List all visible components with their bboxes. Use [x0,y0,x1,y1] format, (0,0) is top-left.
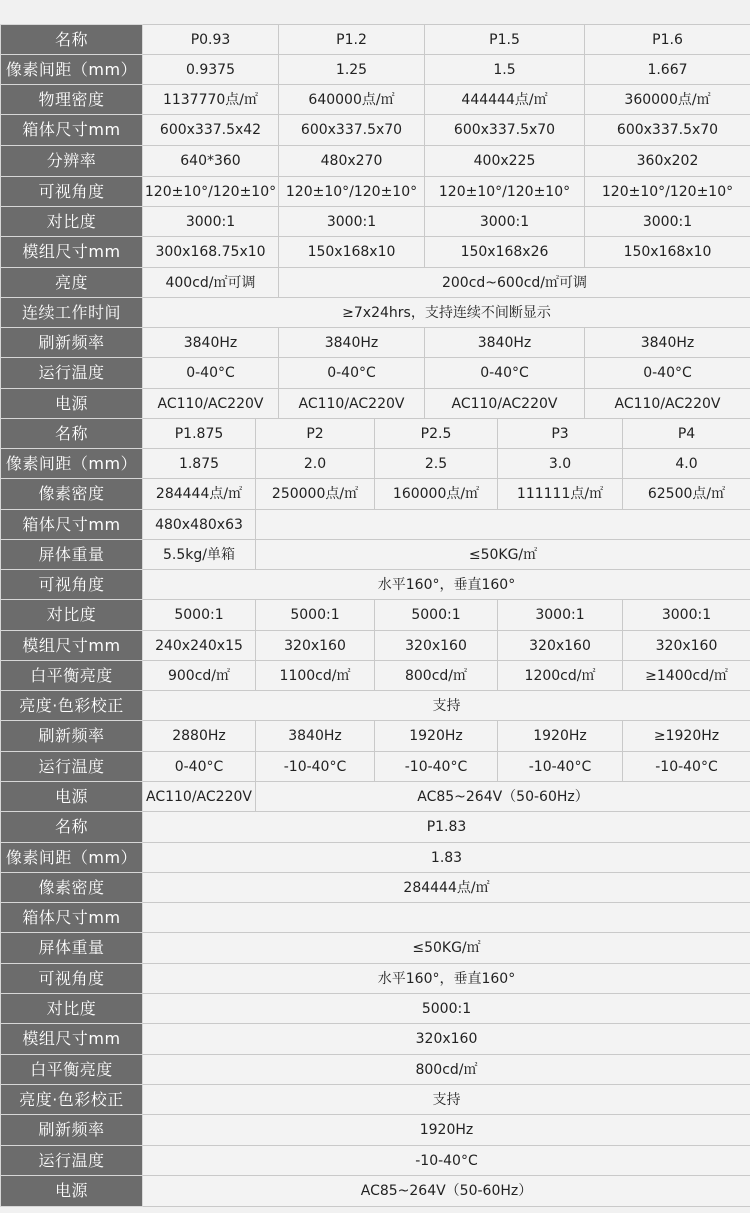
spec-cell: 150x168x26 [425,237,585,268]
row-label: 名称 [1,812,143,843]
spec-row [1,510,750,540]
spec-cell: P2.5 [375,419,498,449]
spec-cell: 300x168.75x10 [143,237,279,268]
spec-cell: 480x480x63 [143,510,256,540]
spec-row [1,691,750,721]
spec-cell: 3000:1 [279,207,425,237]
spec-row [1,631,750,661]
spec-cell: 1.25 [279,55,425,85]
spec-row [1,721,750,752]
spec-cell: 0-40°C [585,358,750,389]
spec-cell: 600x337.5x70 [585,115,750,146]
spec-row [1,1055,750,1085]
row-label: 刷新频率 [1,328,143,358]
spec-cell: 5.5kg/单箱 [143,540,256,570]
spec-cell: 3840Hz [256,721,375,752]
spec-cell: 2.5 [375,449,498,479]
spec-cell: 1920Hz [143,1115,750,1146]
spec-cell: ≥7x24hrs，支持连续不间断显示 [143,298,750,328]
spec-cell: 320x160 [623,631,750,661]
spec-row [1,115,750,146]
spec-row [1,782,750,812]
spec-cell: P0.93 [143,25,279,55]
spec-cell: 150x168x10 [585,237,750,268]
spec-row [1,328,750,358]
row-label: 对比度 [1,994,143,1024]
row-label: 模组尺寸mm [1,631,143,661]
spec-cell: 5000:1 [143,994,750,1024]
spec-cell: 1.83 [143,843,750,873]
spec-cell: 3000:1 [143,207,279,237]
spec-cell: 1920Hz [498,721,623,752]
spec-cell: -10-40°C [256,752,375,782]
spec-cell: 444444点/㎡ [425,85,585,115]
spec-cell: P1.83 [143,812,750,843]
spec-cell: 0.9375 [143,55,279,85]
spec-row [1,298,750,328]
spec-cell: 支持 [143,691,750,721]
spec-cell: P2 [256,419,375,449]
row-label: 箱体尺寸mm [1,115,143,146]
spec-row [1,540,750,570]
spec-cell: 120±10°/120±10° [425,177,585,207]
spec-cell: 1.667 [585,55,750,85]
spec-row [1,358,750,389]
spec-cell: 3.0 [498,449,623,479]
spec-cell: 240x240x15 [143,631,256,661]
row-label: 刷新频率 [1,721,143,752]
spec-cell: 3840Hz [585,328,750,358]
row-label: 刷新频率 [1,1115,143,1146]
row-label: 电源 [1,389,143,419]
spec-cell: 600x337.5x42 [143,115,279,146]
spec-row [1,661,750,691]
row-label: 模组尺寸mm [1,237,143,268]
spec-cell: 5000:1 [375,600,498,631]
spec-row [1,389,750,419]
row-label: 运行温度 [1,1146,143,1176]
row-label: 亮度 [1,268,143,298]
row-label: 物理密度 [1,85,143,115]
row-label: 白平衡亮度 [1,1055,143,1085]
spec-cell: 400cd/㎡可调 [143,268,279,298]
spec-cell: 62500点/㎡ [623,479,750,510]
row-label: 像素间距（mm） [1,55,143,85]
spec-cell: 400x225 [425,146,585,177]
spec-cell: 360x202 [585,146,750,177]
spec-cell: 1100cd/㎡ [256,661,375,691]
spec-cell: 480x270 [279,146,425,177]
row-label: 可视角度 [1,964,143,994]
spec-cell: P1.5 [425,25,585,55]
spec-cell: 320x160 [375,631,498,661]
top-band [0,0,750,24]
spec-cell: 1.875 [143,449,256,479]
spec-cell: 320x160 [498,631,623,661]
spec-cell: AC110/AC220V [143,389,279,419]
spec-cell: P1.875 [143,419,256,449]
spec-cell: 120±10°/120±10° [585,177,750,207]
spec-cell: AC110/AC220V [425,389,585,419]
spec-cell: 3000:1 [585,207,750,237]
spec-row [1,903,750,933]
spec-cell: ≤50KG/㎡ [256,540,750,570]
row-label: 屏体重量 [1,933,143,964]
spec-cell: 120±10°/120±10° [279,177,425,207]
spec-cell: 水平160°，垂直160° [143,964,750,994]
spec-row [1,479,750,510]
spec-cell: AC110/AC220V [279,389,425,419]
spec-cell: P4 [623,419,750,449]
row-label: 像素间距（mm） [1,449,143,479]
spec-row [1,449,750,479]
spec-cell: 111111点/㎡ [498,479,623,510]
spec-table [0,24,750,1207]
row-label: 可视角度 [1,177,143,207]
row-label: 模组尺寸mm [1,1024,143,1055]
spec-row [1,1024,750,1055]
spec-cell: 2.0 [256,449,375,479]
row-label: 对比度 [1,207,143,237]
spec-row [1,1176,750,1207]
row-label: 可视角度 [1,570,143,600]
spec-cell: AC110/AC220V [585,389,750,419]
spec-cell: 250000点/㎡ [256,479,375,510]
spec-row [1,146,750,177]
spec-cell: 3000:1 [498,600,623,631]
row-label: 对比度 [1,600,143,631]
spec-cell: 0-40°C [425,358,585,389]
spec-cell: 640000点/㎡ [279,85,425,115]
spec-cell: 1137770点/㎡ [143,85,279,115]
spec-cell: -10-40°C [143,1146,750,1176]
spec-cell: 3840Hz [425,328,585,358]
spec-cell: 150x168x10 [279,237,425,268]
spec-row [1,419,750,449]
spec-cell: 900cd/㎡ [143,661,256,691]
spec-cell: 1200cd/㎡ [498,661,623,691]
spec-row [1,85,750,115]
spec-cell: 320x160 [256,631,375,661]
spec-cell: AC85~264V（50-60Hz） [256,782,750,812]
spec-row [1,55,750,85]
spec-row [1,1085,750,1115]
spec-cell: 600x337.5x70 [425,115,585,146]
spec-cell [256,510,750,540]
spec-cell: 3000:1 [623,600,750,631]
spec-cell: 2880Hz [143,721,256,752]
spec-row [1,933,750,964]
spec-cell: AC85~264V（50-60Hz） [143,1176,750,1207]
spec-cell: 120±10°/120±10° [143,177,279,207]
spec-row [1,570,750,600]
spec-row [1,812,750,843]
spec-row [1,268,750,298]
spec-cell: 5000:1 [143,600,256,631]
spec-cell: 600x337.5x70 [279,115,425,146]
spec-row [1,177,750,207]
spec-row [1,25,750,55]
spec-cell: ≥1920Hz [623,721,750,752]
spec-row [1,752,750,782]
row-label: 名称 [1,25,143,55]
row-label: 电源 [1,1176,143,1207]
row-label: 箱体尺寸mm [1,903,143,933]
row-label: 连续工作时间 [1,298,143,328]
spec-row [1,237,750,268]
spec-cell: 3000:1 [425,207,585,237]
spec-cell: 0-40°C [143,752,256,782]
row-label: 名称 [1,419,143,449]
spec-row [1,1115,750,1146]
spec-cell: 3840Hz [143,328,279,358]
spec-row [1,1146,750,1176]
row-label: 像素密度 [1,873,143,903]
spec-cell: ≥1400cd/㎡ [623,661,750,691]
spec-cell: -10-40°C [375,752,498,782]
spec-cell: 5000:1 [256,600,375,631]
spec-cell: 支持 [143,1085,750,1115]
spec-cell: 284444点/㎡ [143,873,750,903]
spec-cell [143,903,750,933]
row-label: 箱体尺寸mm [1,510,143,540]
spec-row [1,843,750,873]
spec-cell: 0-40°C [279,358,425,389]
spec-cell: 1920Hz [375,721,498,752]
spec-cell: 4.0 [623,449,750,479]
spec-cell: 360000点/㎡ [585,85,750,115]
spec-cell: -10-40°C [623,752,750,782]
spec-row [1,600,750,631]
spec-cell: 200cd~600cd/㎡可调 [279,268,750,298]
row-label: 白平衡亮度 [1,661,143,691]
spec-cell: P3 [498,419,623,449]
row-label: 像素密度 [1,479,143,510]
row-label: 亮度·色彩校正 [1,1085,143,1115]
row-label: 运行温度 [1,752,143,782]
spec-row [1,873,750,903]
spec-cell: 640*360 [143,146,279,177]
spec-row [1,207,750,237]
spec-cell: P1.2 [279,25,425,55]
spec-row [1,964,750,994]
row-label: 像素间距（mm） [1,843,143,873]
bottom-band [0,1207,750,1213]
spec-cell: ≤50KG/㎡ [143,933,750,964]
spec-cell: 160000点/㎡ [375,479,498,510]
spec-cell: 1.5 [425,55,585,85]
spec-cell: 320x160 [143,1024,750,1055]
spec-cell: 3840Hz [279,328,425,358]
spec-cell: P1.6 [585,25,750,55]
spec-cell: 水平160°，垂直160° [143,570,750,600]
row-label: 运行温度 [1,358,143,389]
row-label: 电源 [1,782,143,812]
spec-cell: 0-40°C [143,358,279,389]
row-label: 分辨率 [1,146,143,177]
spec-cell: -10-40°C [498,752,623,782]
spec-cell: 800cd/㎡ [375,661,498,691]
row-label: 屏体重量 [1,540,143,570]
spec-row [1,994,750,1024]
spec-cell: 800cd/㎡ [143,1055,750,1085]
spec-cell: AC110/AC220V [143,782,256,812]
row-label: 亮度·色彩校正 [1,691,143,721]
spec-cell: 284444点/㎡ [143,479,256,510]
